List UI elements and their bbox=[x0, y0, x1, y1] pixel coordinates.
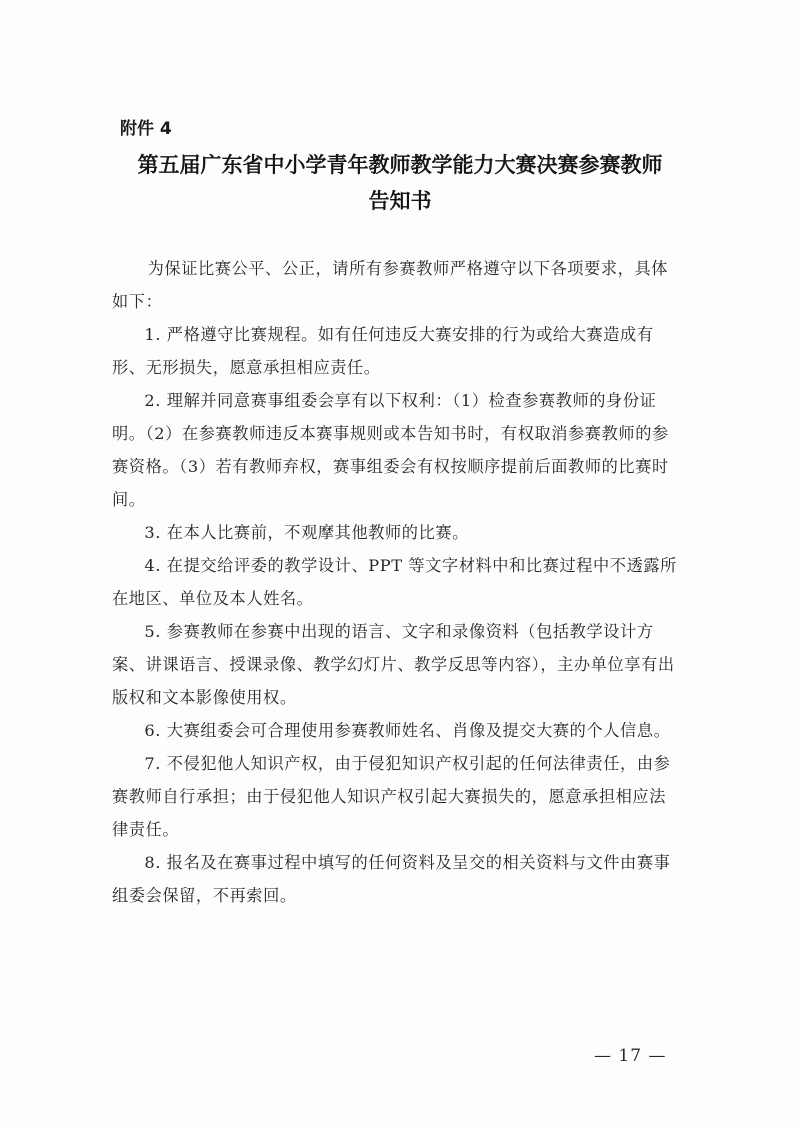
rule-item-4: 4. 在提交给评委的教学设计、PPT 等文字材料中和比赛过程中不透露所在地区、单位及本人姓名。 bbox=[112, 556, 677, 608]
rule-item-3: 3. 在本人比赛前，不观摩其他教师的比赛。 bbox=[144, 523, 469, 542]
rule-item-7: 7. 不侵犯他人知识产权，由于侵犯知识产权引起的任何法律责任，由参赛教师自行承担；由于侵犯他人知识产权引起大赛损失的，愿意承担相应法律责任。 bbox=[112, 754, 671, 839]
rule-item-1: 1. 严格遵守比赛规程。如有任何违反大赛安排的行为或给大赛造成有形、无形损失，愿意承担相应责任。 bbox=[112, 325, 654, 377]
rule-item-6: 6. 大赛组委会可合理使用参赛教师姓名、肖像及提交大赛的个人信息。 bbox=[144, 721, 671, 740]
document-title-line2: 告知书 bbox=[368, 189, 432, 213]
intro-paragraph: 为保证比赛公平、公正，请所有参赛教师严格遵守以下各项要求，具体如下： bbox=[112, 259, 669, 311]
attachment-label: 附件 4 bbox=[120, 119, 172, 139]
rule-item-2: 2. 理解并同意赛事组委会享有以下权利：（1）检查参赛教师的身份证明。（2）在参赛教师违反本赛事规则或本告知书时，有权取消参赛教师的参赛资格。（3）若有教师弃权，赛事组委会有权按顺序提前后面教师的比赛时间。 bbox=[112, 391, 669, 509]
rule-item-8: 8. 报名及在赛事过程中填写的任何资料及呈交的相关资料与文件由赛事组委会保留，不再索回。 bbox=[112, 853, 671, 905]
rule-item-5: 5. 参赛教师在参赛中出现的语言、文字和录像资料（包括教学设计方案、讲课语言、授课录像、教学幻灯片、教学反思等内容），主办单位享有出版权和文本影像使用权。 bbox=[112, 622, 675, 707]
document-body bbox=[112, 252, 682, 912]
page-number: — 17 — bbox=[594, 1046, 667, 1066]
document-title: 第五届广东省中小学青年教师教学能力大赛决赛参赛教师 bbox=[137, 153, 663, 177]
